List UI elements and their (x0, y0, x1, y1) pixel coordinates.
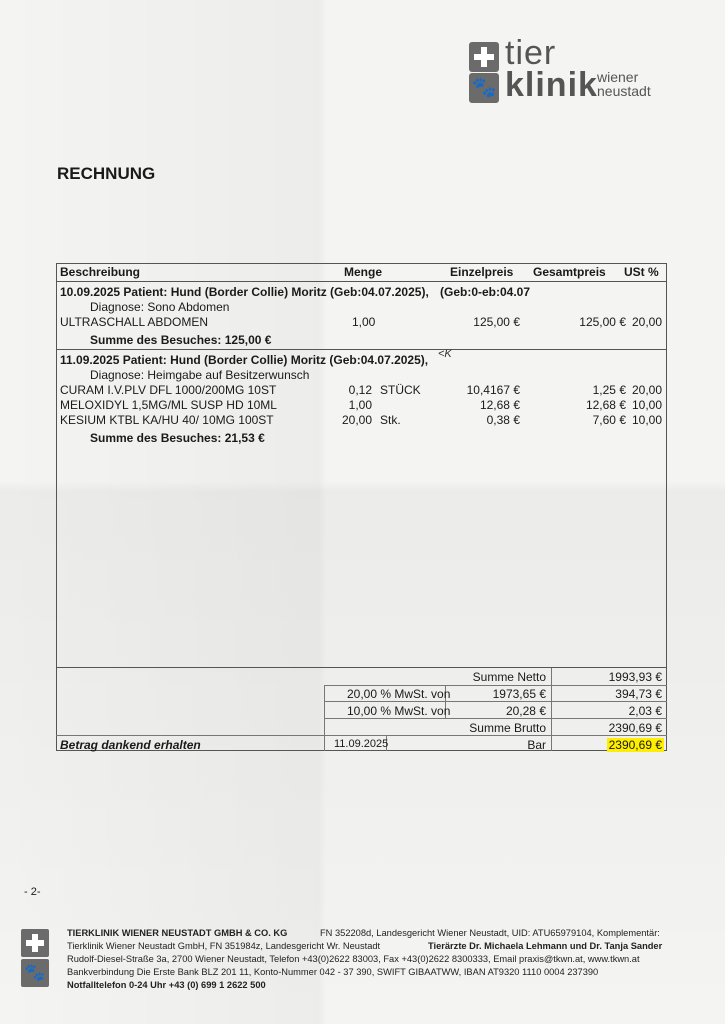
totals-divider (56, 667, 667, 668)
visit2-item1-ust: 20,00 (631, 383, 662, 397)
table-header (56, 263, 667, 282)
payment-date: 11.09.2025 (334, 738, 389, 750)
visit2-item3-ust: 10,00 (631, 413, 662, 427)
visit1-pen-note: (Geb:0-eb:04.07 (440, 285, 531, 299)
page-title: RECHNUNG (57, 164, 156, 183)
visit2-item1-einzel: 10,4167 € (466, 383, 520, 397)
header-beschreibung: Beschreibung (60, 265, 141, 279)
visit1-summe: Summe des Besuches: 125,00 € (90, 333, 272, 347)
footer-logo (21, 929, 49, 987)
visit1-item-gesamt: 125,00 € (579, 315, 626, 329)
visit-divider (56, 349, 667, 350)
visit1-diagnose: Diagnose: Sono Abdomen (90, 300, 230, 314)
visit2-item3-desc: KESIUM KTBL KA/HU 40/ 10MG 100ST (60, 413, 274, 427)
brutto-value: 2390,69 € (608, 721, 662, 735)
visit2-summe: Summe des Besuches: 21,53 € (90, 431, 265, 445)
totals-vline (551, 668, 552, 751)
visit2-item3-menge: 20,00 (341, 413, 372, 427)
visit2-item3-einheit: Stk. (380, 413, 401, 427)
netto-value: 1993,93 € (608, 670, 662, 684)
tierklinik-logo (469, 34, 679, 104)
mwst10-value: 2,03 € (628, 704, 662, 718)
header-menge: Menge (344, 265, 383, 279)
totals-line (324, 701, 667, 702)
visit2-item2-ust: 10,00 (631, 398, 662, 412)
mwst10-label: 10,00 % MwSt. von (347, 704, 451, 718)
paw-icon: 🐾 (469, 73, 499, 103)
visit2-item1-gesamt: 1,25 € (592, 383, 626, 397)
cross-icon (469, 42, 499, 72)
totals-vline (324, 685, 325, 751)
header-gesamtpreis: Gesamtpreis (533, 265, 606, 279)
visit1-item-einzel: 125,00 € (473, 315, 520, 329)
logo-word-location (597, 70, 651, 98)
brutto-label: Summe Brutto (469, 721, 546, 735)
visit1-item-ust: 20,00 (631, 315, 662, 329)
visit1-item-desc: ULTRASCHALL ABDOMEN (60, 315, 209, 329)
logo-word-klinik: klinik (505, 66, 598, 104)
logo-word-neustadt: neustadt (597, 83, 651, 99)
logo-word-wiener: wiener (597, 69, 639, 85)
netto-label: Summe Netto (472, 670, 546, 684)
visit2-header: 11.09.2025 Patient: Hund (Border Collie) Moritz (Geb:04.07.2025), (60, 353, 429, 367)
mwst10-basis: 20,28 € (505, 704, 546, 718)
header-einzelpreis: Einzelpreis (450, 265, 514, 279)
mwst20-basis: 1973,65 € (492, 687, 546, 701)
footer-register: FN 352208d, Landesgericht Wiener Neustadt, UID: ATU65979104, Komplementär: (320, 928, 660, 938)
footer-vets: Tierärzte Dr. Michaela Lehmann und Dr. Tanja Sander (428, 941, 663, 951)
visit2-item3-gesamt: 7,60 € (592, 413, 626, 427)
totals-line (56, 735, 667, 736)
payment-method: Bar (527, 738, 546, 752)
visit2-item2-menge: 1,00 (348, 398, 372, 412)
header-ust: USt % (624, 265, 659, 279)
paid-amount (560, 738, 664, 752)
visit2-item1-menge: 0,12 (348, 383, 372, 397)
footer-company: TIERKLINIK WIENER NEUSTADT GMBH & CO. KG (67, 928, 288, 938)
paw-icon: 🐾 (21, 959, 49, 987)
visit2-item3-einzel: 0,38 € (486, 413, 520, 427)
footer-bank: Bankverbindung Die Erste Bank BLZ 201 11, Konto-Nummer 042 - 37 390, SWIFT GIBAATWW, IBAN AT9320 1110 0004 237390 (67, 967, 599, 977)
visit2-diagnose: Diagnose: Heimgabe auf Besitzerwunsch (90, 368, 310, 382)
mwst20-label: 20,00 % MwSt. von (347, 687, 451, 701)
page-number: - 2- (24, 886, 41, 898)
footer-emergency: Notfalltelefon 0-24 Uhr +43 (0) 699 1 2622 500 (67, 980, 266, 990)
visit2-pen-note: <K (438, 348, 452, 360)
visit2-item2-einzel: 12,68 € (479, 398, 520, 412)
visit2-item1-desc: CURAM I.V.PLV DFL 1000/200MG 10ST (60, 383, 277, 397)
mwst20-value: 394,73 € (615, 687, 662, 701)
paid-amount-highlight: 2390,69 € (608, 738, 662, 752)
visit1-header: 10.09.2025 Patient: Hund (Border Collie) Moritz (Geb:04.07.2025), (60, 285, 429, 299)
totals-line (324, 685, 667, 686)
totals-line (324, 718, 667, 719)
footer-complementary: Tierklinik Wiener Neustadt GmbH, FN 351984z, Landesgericht Wr. Neustadt (67, 941, 381, 951)
received-label: Betrag dankend erhalten (60, 738, 201, 752)
visit2-item2-gesamt: 12,68 € (585, 398, 626, 412)
visit2-item2-desc: MELOXIDYL 1,5MG/ML SUSP HD 10ML (60, 398, 277, 412)
cross-icon (21, 929, 49, 957)
visit1-item-menge: 1,00 (352, 315, 376, 329)
logo-word-tier: tier (505, 34, 557, 72)
visit2-item1-einheit: STÜCK (380, 383, 421, 397)
footer-address: Rudolf-Diesel-Straße 3a, 2700 Wiener Neustadt, Telefon +43(0)2622 83003, Fax +43(0)2622 8300333, Email praxis@tkwn.at, www.tkwn.at (67, 954, 640, 964)
